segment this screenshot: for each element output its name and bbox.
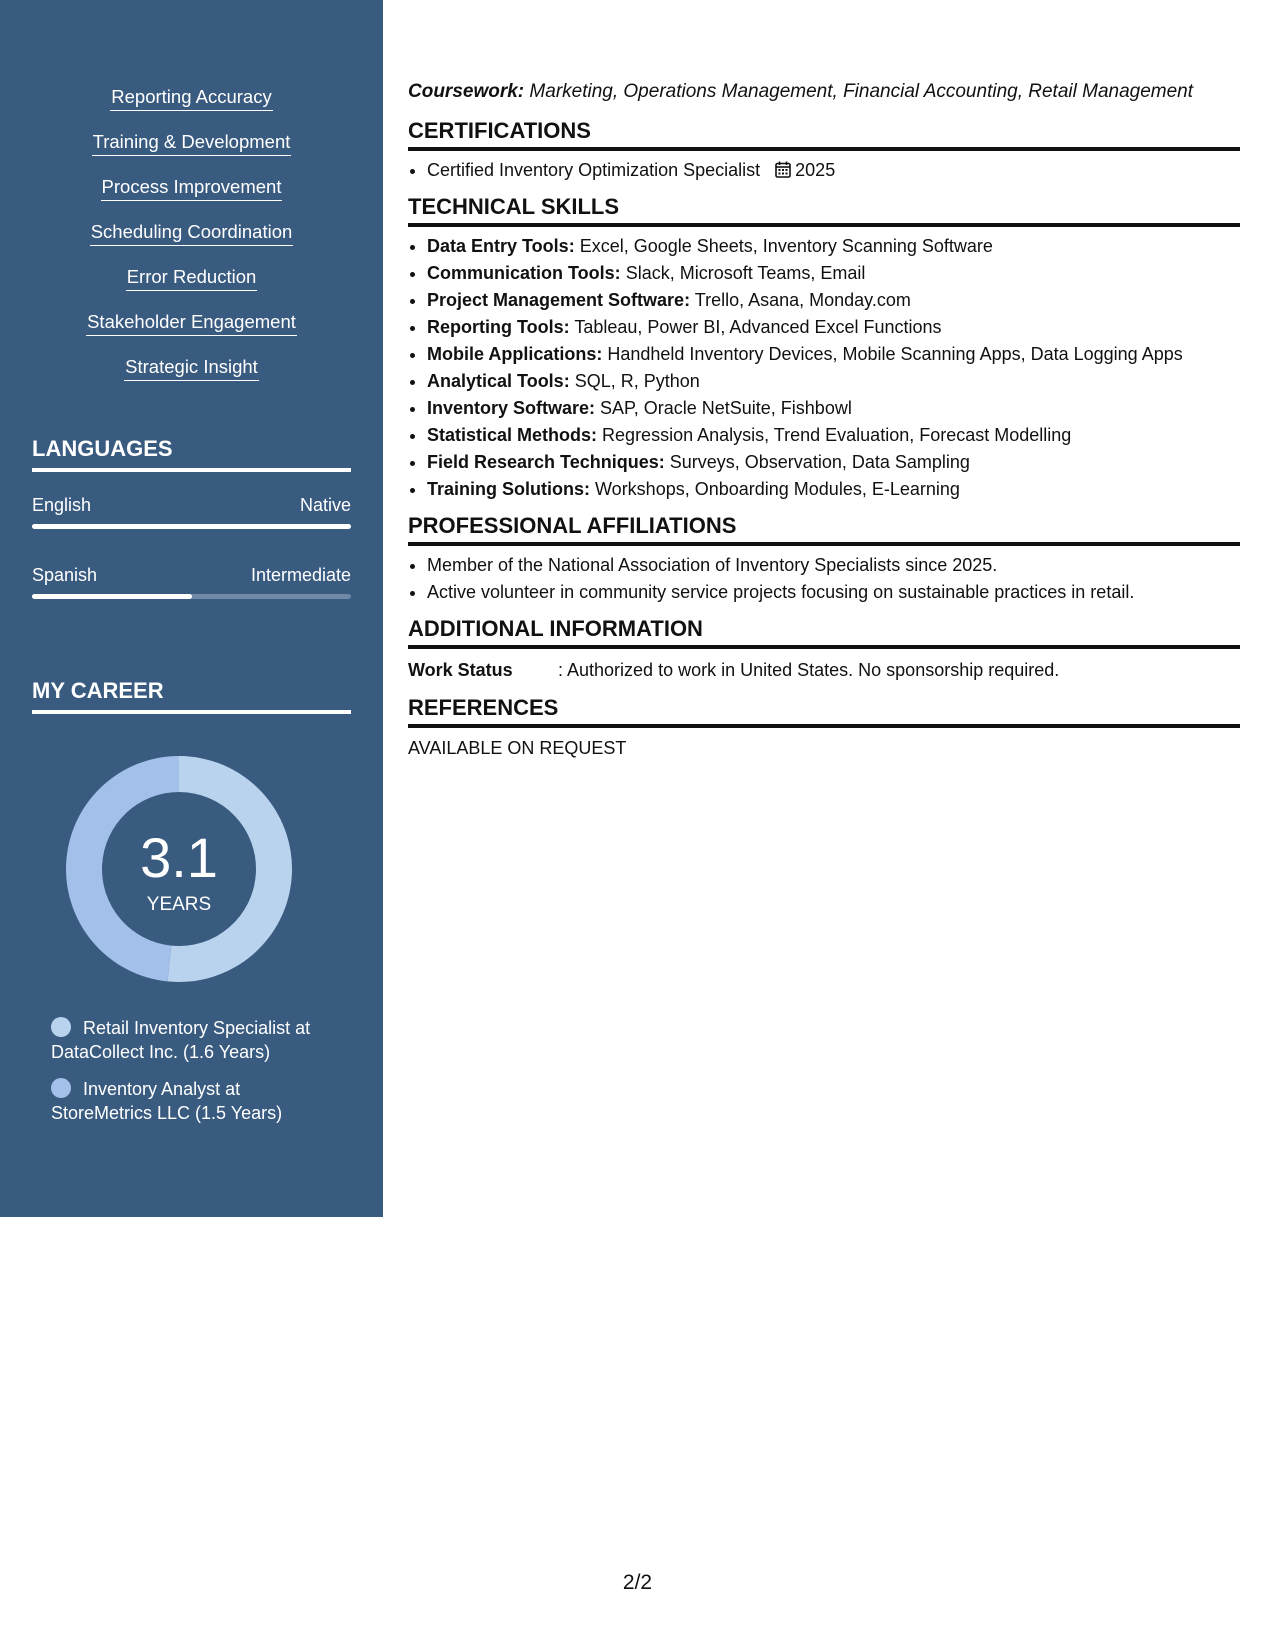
technical-skills-list bbox=[408, 233, 1240, 503]
certification-year: 2025 bbox=[795, 160, 836, 180]
skill-link[interactable]: Error Reduction bbox=[126, 266, 258, 291]
affiliation-item: • Member of the National Association of Inventory Specialists since 2025. bbox=[427, 552, 1240, 579]
skill-item bbox=[0, 266, 383, 311]
language-bar-fill bbox=[32, 594, 192, 599]
technical-skill-item bbox=[427, 476, 1240, 503]
technical-skill-label: Project Management Software: bbox=[427, 290, 691, 310]
language-bar-fill bbox=[32, 524, 351, 529]
technical-skill-item bbox=[427, 287, 1240, 314]
coursework-text: Marketing, Operations Management, Financial Accounting, Retail Management bbox=[529, 81, 1194, 102]
skill-link[interactable]: Process Improvement bbox=[101, 176, 283, 201]
technical-skill-label: Data Entry Tools: bbox=[427, 236, 575, 256]
languages-heading: LANGUAGES bbox=[32, 436, 351, 472]
technical-skill-text: SAP, Oracle NetSuite, Fishbowl bbox=[600, 398, 852, 418]
coursework-label: Coursework: bbox=[408, 81, 525, 102]
career-years-value: 3.1 bbox=[140, 826, 218, 889]
technical-skill-text: Tableau, Power BI, Advanced Excel Functions bbox=[574, 317, 942, 337]
technical-skill-label: Statistical Methods: bbox=[427, 425, 598, 445]
language-level: Native bbox=[299, 495, 351, 515]
technical-skill-text: Slack, Microsoft Teams, Email bbox=[625, 263, 866, 283]
technical-skill-label: Communication Tools: bbox=[427, 263, 621, 283]
skill-item bbox=[0, 356, 383, 401]
language-row-english bbox=[32, 494, 351, 540]
technical-skill-item bbox=[427, 314, 1240, 341]
language-row-spanish bbox=[32, 564, 351, 610]
legend-dot-icon bbox=[51, 1017, 71, 1037]
language-bar-track bbox=[32, 524, 351, 529]
skill-item bbox=[0, 311, 383, 356]
affiliation-item: • Active volunteer in community service projects focusing on sustainable practices in retail. bbox=[427, 579, 1240, 606]
technical-skill-label: Mobile Applications: bbox=[427, 344, 603, 364]
technical-skill-text: SQL, R, Python bbox=[574, 371, 700, 391]
technical-skill-label: Field Research Techniques: bbox=[427, 452, 665, 472]
skill-item bbox=[0, 176, 383, 221]
skill-link[interactable]: Reporting Accuracy bbox=[110, 86, 272, 111]
technical-skills-heading: TECHNICAL SKILLS bbox=[408, 194, 1240, 227]
certification-name: Certified Inventory Optimization Specialist bbox=[427, 160, 761, 180]
sidebar bbox=[0, 0, 383, 1217]
language-level: Intermediate bbox=[250, 565, 351, 585]
technical-skill-text: Workshops, Onboarding Modules, E-Learning bbox=[595, 479, 960, 499]
career-legend-item bbox=[51, 1016, 341, 1064]
work-status-row bbox=[408, 655, 1240, 685]
career-heading: MY CAREER bbox=[32, 678, 351, 714]
affiliations-list bbox=[408, 552, 1240, 606]
technical-skill-item bbox=[427, 395, 1240, 422]
work-status-value: : Authorized to work in United States. No sponsorship required. bbox=[558, 660, 1060, 680]
affiliations-heading: PROFESSIONAL AFFILIATIONS bbox=[408, 513, 1240, 546]
language-bar-track bbox=[32, 594, 351, 599]
technical-skill-text: Handheld Inventory Devices, Mobile Scanning Apps, Data Logging Apps bbox=[607, 344, 1183, 364]
technical-skill-item bbox=[427, 233, 1240, 260]
legend-dot-icon bbox=[51, 1078, 71, 1098]
skill-item bbox=[0, 86, 383, 131]
technical-skill-text: Trello, Asana, Monday.com bbox=[694, 290, 911, 310]
certifications-list bbox=[408, 157, 1240, 184]
career-donut-chart bbox=[66, 756, 292, 982]
career-legend-text: Retail Inventory Specialist at DataCollect Inc. (1.6 Years) bbox=[51, 1018, 311, 1062]
references-text: AVAILABLE ON REQUEST bbox=[408, 738, 627, 758]
technical-skill-item bbox=[427, 368, 1240, 395]
career-legend-text: Inventory Analyst at StoreMetrics LLC (1.5 Years) bbox=[51, 1079, 283, 1123]
certifications-heading: CERTIFICATIONS bbox=[408, 118, 1240, 151]
certification-item bbox=[427, 157, 1240, 184]
career-legend bbox=[51, 1016, 341, 1138]
technical-skill-label: Analytical Tools: bbox=[427, 371, 570, 391]
additional-info-heading: ADDITIONAL INFORMATION bbox=[408, 616, 1240, 649]
coursework-line bbox=[408, 78, 1240, 106]
language-name: Spanish bbox=[32, 565, 98, 585]
technical-skill-item bbox=[427, 341, 1240, 368]
skill-link[interactable]: Scheduling Coordination bbox=[90, 221, 294, 246]
skill-item bbox=[0, 131, 383, 176]
technical-skill-label: Reporting Tools: bbox=[427, 317, 570, 337]
main-content bbox=[408, 78, 1240, 760]
references-heading: REFERENCES bbox=[408, 695, 1240, 728]
technical-skill-label: Inventory Software: bbox=[427, 398, 596, 418]
certification-date bbox=[775, 160, 835, 180]
skill-link[interactable]: Stakeholder Engagement bbox=[86, 311, 297, 336]
technical-skill-item bbox=[427, 422, 1240, 449]
skill-link[interactable]: Strategic Insight bbox=[124, 356, 259, 381]
page-number: 2/2 bbox=[622, 1571, 653, 1594]
technical-skill-text: Excel, Google Sheets, Inventory Scanning Software bbox=[579, 236, 993, 256]
technical-skill-text: Regression Analysis, Trend Evaluation, Forecast Modelling bbox=[602, 425, 1072, 445]
calendar-icon bbox=[775, 161, 791, 178]
career-years-unit: YEARS bbox=[146, 894, 212, 915]
skill-link[interactable]: Training & Development bbox=[92, 131, 292, 156]
technical-skill-label: Training Solutions: bbox=[427, 479, 590, 499]
technical-skill-item bbox=[427, 260, 1240, 287]
skills-list bbox=[0, 86, 383, 401]
skill-item bbox=[0, 221, 383, 266]
technical-skill-item bbox=[427, 449, 1240, 476]
work-status-label: Work Status bbox=[408, 660, 513, 680]
career-legend-item bbox=[51, 1077, 341, 1125]
technical-skill-text: Surveys, Observation, Data Sampling bbox=[669, 452, 970, 472]
language-name: English bbox=[32, 495, 92, 515]
